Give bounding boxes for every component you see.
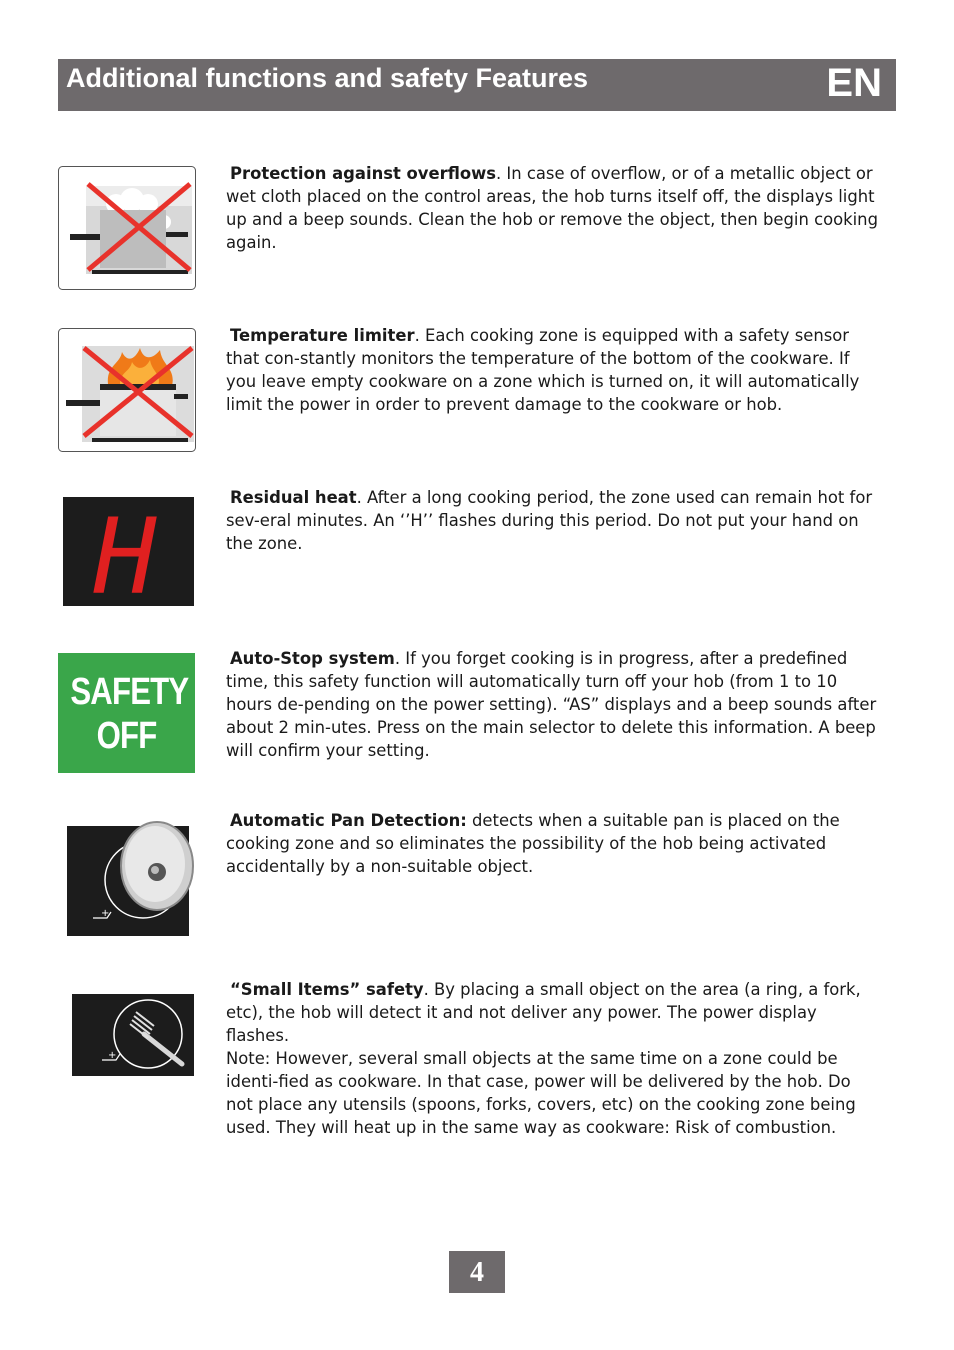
safety-off-icon [58,653,195,773]
svg-text:+: + [108,1050,117,1061]
section-body: . By placing a small object on the area (a ring, a fork, etc), the hob will detect it and not deliver any power. The power display flashes. [226,980,861,1045]
section-title: Auto-Stop system [230,649,395,668]
page-number: 4 [449,1251,505,1293]
section-title: “Small Items” safety [230,980,424,999]
overflow-protection-text [226,162,881,254]
section-body: . After a long cooking period, the zone used can remain hot for sev-eral minutes. An ‘’H’’ flashes during this period. Do not put your hand on the zone. [226,488,873,553]
pan-detection-text [226,809,881,878]
svg-text:+: + [101,908,110,919]
page-title: Additional functions and safety Features [66,63,589,93]
residual-heat-display-icon [63,497,194,606]
page-header [58,59,896,111]
section-title: Residual heat [230,488,357,507]
auto-stop-text [226,647,881,762]
section-title: Temperature limiter [230,326,415,345]
residual-heat-text [226,486,881,555]
overflow-boiling-pot-crossed-icon [58,166,196,290]
language-code: EN [826,61,882,105]
residual-heat-glyph: H [93,497,157,606]
section-body: detects when a suitable pan is placed on the cooking zone and so eliminates the possibility of the hob being activated accidentally by a non-suitable object. [226,811,840,876]
temperature-limiter-text [226,324,881,416]
section-note: Note: However, several small objects at the same time on a zone could be identi-fied as cookware. In that case, power will be delivered by the hob. Do not place any utensils (spoons, forks, covers, etc) on the cooking zone being used. They will heat up in the same way as cookware: Risk of combustion. [226,1049,856,1137]
section-body: . Each cooking zone is equipped with a safety sensor that con-stantly monitors the temperature of the bottom of the cookware. If you leave empty cookware on a zone which is turned on, it will automatically limit the power in order to prevent damage to the cookware or hob. [226,326,860,414]
overheat-pot-crossed-icon [58,328,196,452]
section-title: Protection against overflows [230,164,497,183]
section-body: . In case of overflow, or of a metallic object or wet cloth placed on the control areas, the hob turns itself off, the displays light up and a beep sounds. Clean the hob or remove the object, then begin cooking again. [226,164,878,252]
safety-off-line2: OFF [96,715,157,757]
section-body: . If you forget cooking is in progress, after a predefined time, this safety function will automatically turn off your hob (from 1 to 10 hours de-pending on the power setting). “AS” displays and a beep sounds after about 2 min-utes. Press on the main selector to delete this information. A beep will confirm your setting. [226,649,877,760]
section-title: Automatic Pan Detection: [230,811,467,830]
safety-off-line1: SAFETY [70,671,189,713]
small-items-fork-icon [72,994,196,1076]
pan-detection-icon [67,820,197,937]
small-items-text [226,978,881,1139]
